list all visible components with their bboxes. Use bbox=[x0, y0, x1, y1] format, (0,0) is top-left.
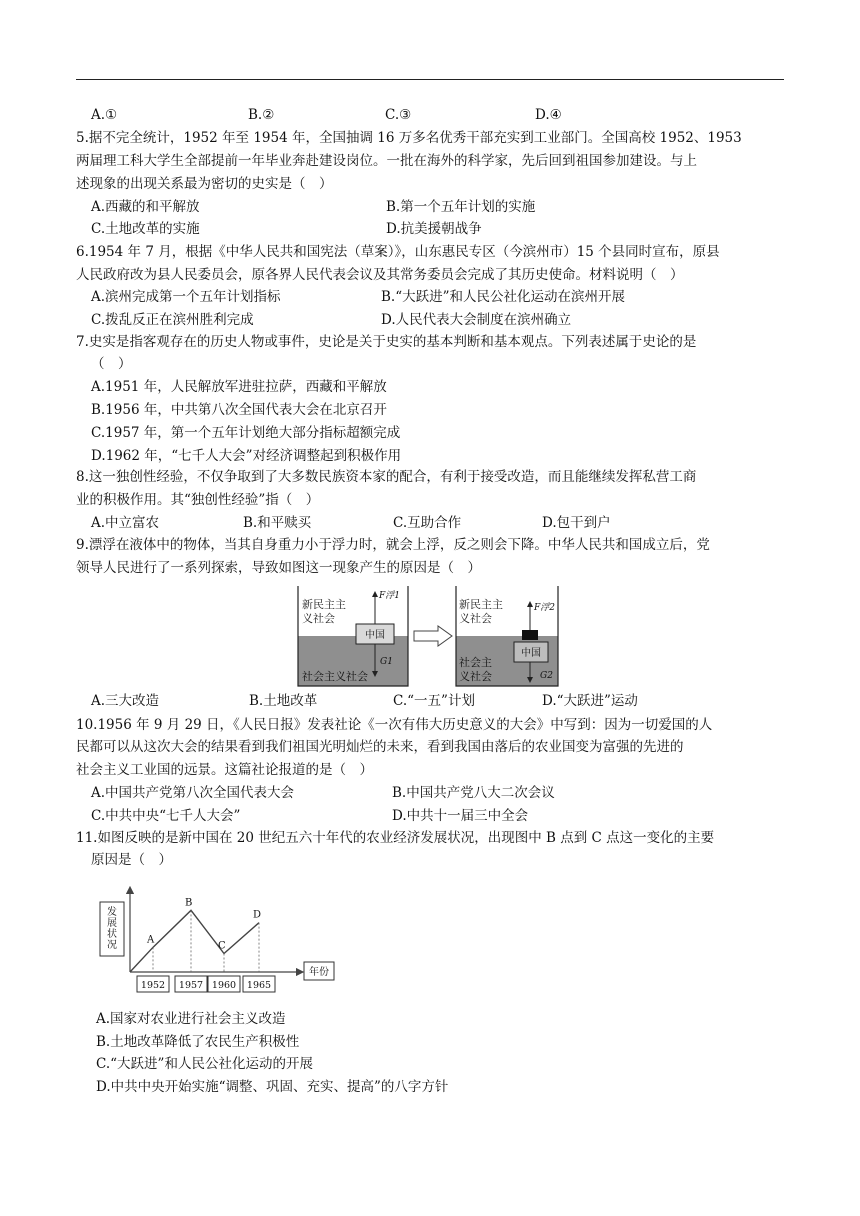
q8-stem-line-2: 业的积极作用。其“独创性经验”指（ ） bbox=[76, 492, 320, 508]
q8-option-c[interactable]: C.互助合作 bbox=[393, 515, 462, 531]
left-bottom-label: 社会主义社会 bbox=[302, 670, 368, 683]
q9-option-b[interactable]: B.土地改革 bbox=[249, 693, 318, 709]
left-container bbox=[298, 586, 408, 686]
left-top-label-2: 义社会 bbox=[302, 612, 335, 625]
q10-option-a[interactable]: A.中国共产党第八次全国代表大会 bbox=[91, 785, 295, 801]
header-rule bbox=[76, 79, 784, 80]
transition-arrow-icon bbox=[414, 626, 452, 646]
q5-option-a[interactable]: A.西藏的和平解放 bbox=[91, 199, 200, 215]
q11-option-b[interactable]: B.土地改革降低了农民生产积极性 bbox=[96, 1034, 300, 1050]
q6-option-c[interactable]: C.拨乱反正在滨州胜利完成 bbox=[91, 312, 254, 328]
left-top-label-1: 新民主主 bbox=[302, 598, 346, 611]
q6-stem-line-2: 人民政府改为县人民委员会，原各界人民代表会议及其常务委员会完成了其历史使命。材料说明（ ） bbox=[76, 267, 684, 283]
q6-option-b[interactable]: B.“大跃进”和人民公社化运动在滨州开展 bbox=[381, 289, 626, 305]
q10-stem-line-2: 民都可以从这次大会的结果看到我们祖国光明灿烂的未来，看到我国由落后的农业国变为富强的先进的 bbox=[76, 739, 684, 755]
q7-option-c[interactable]: C.1957 年，第一个五年计划绝大部分指标超额完成 bbox=[91, 425, 401, 441]
right-g-label: G2 bbox=[540, 671, 553, 681]
q9-stem-line-1: 9.漂浮在液体中的物体，当其自身重力小于浮力时，就会上浮，反之则会下降。中华人民共和国成立后，党 bbox=[76, 537, 710, 553]
q11-option-c[interactable]: C.“大跃进”和人民公社化运动的开展 bbox=[96, 1056, 313, 1072]
tick-label-1960: 1960 bbox=[211, 980, 237, 991]
q8-stem-line-1: 8.这一独创性经验，不仅争取到了大多数民族资本家的配合，有利于接受改造，而且能继续发挥私营工商 bbox=[76, 469, 697, 485]
left-f-label: F浮1 bbox=[379, 591, 400, 601]
q10-stem-line-1: 10.1956 年 9 月 29 日，《人民日报》发表社论《一次有伟大历史意义的大会》中写到：因为一切爱国的人 bbox=[76, 717, 713, 733]
q10-option-d[interactable]: D.中共十一届三中全会 bbox=[392, 808, 529, 824]
point-label-d: D bbox=[253, 909, 262, 921]
left-g-label: G1 bbox=[380, 657, 393, 667]
point-label-c: C bbox=[218, 940, 226, 952]
development-chart bbox=[96, 880, 336, 998]
q7-stem-line-2: （ ） bbox=[91, 356, 132, 372]
q7-option-b[interactable]: B.1956 年，中共第八次全国代表大会在北京召开 bbox=[91, 402, 387, 418]
right-top-label-2: 义社会 bbox=[459, 612, 492, 625]
tick-label-1965: 1965 bbox=[246, 980, 272, 991]
q9-option-a[interactable]: A.三大改造 bbox=[91, 693, 160, 709]
q4-option-a[interactable]: A.① bbox=[91, 107, 118, 123]
right-bottom-label-1: 社会主 bbox=[459, 656, 492, 669]
buoyancy-figure bbox=[296, 582, 562, 688]
y-axis-label: 发展状况 bbox=[107, 907, 117, 951]
q9-stem-line-2: 领导人民进行了一系列探索，导致如图这一现象产生的原因是（ ） bbox=[76, 560, 481, 576]
q5-option-b[interactable]: B.第一个五年计划的实施 bbox=[386, 199, 536, 215]
q4-option-c[interactable]: C.③ bbox=[385, 107, 412, 123]
q7-option-a[interactable]: A.1951 年，人民解放军进驻拉萨，西藏和平解放 bbox=[91, 379, 387, 395]
q5-option-c[interactable]: C.土地改革的实施 bbox=[91, 221, 200, 237]
q5-stem-line-2: 两届理工科大学生全部提前一年毕业奔赴建设岗位。一批在海外的科学家，先后回到祖国参加建设。与上 bbox=[76, 153, 697, 169]
q9-option-c[interactable]: C.“一五”计划 bbox=[393, 693, 475, 709]
right-f-label: F浮2 bbox=[534, 603, 555, 613]
q5-stem-line-3: 述现象的出现关系最为密切的史实是（ ） bbox=[76, 176, 333, 192]
q8-option-d[interactable]: D.包干到户 bbox=[542, 515, 611, 531]
q4-option-d[interactable]: D.④ bbox=[535, 107, 562, 123]
point-label-b: B bbox=[185, 897, 193, 909]
q9-option-d[interactable]: D.“大跃进”运动 bbox=[542, 693, 638, 709]
right-top-label-1: 新民主主 bbox=[459, 598, 503, 611]
q6-option-a[interactable]: A.滨州完成第一个五年计划指标 bbox=[91, 289, 281, 305]
point-label-a: A bbox=[147, 934, 155, 946]
q7-option-d[interactable]: D.1962 年，“七千人大会”对经济调整起到积极作用 bbox=[91, 448, 402, 464]
q10-option-c[interactable]: C.中共中央“七千人大会” bbox=[91, 808, 241, 824]
q11-option-d[interactable]: D.中共中央开始实施“调整、巩固、充实、提高”的八字方针 bbox=[96, 1079, 449, 1095]
q10-option-b[interactable]: B.中国共产党八大二次会议 bbox=[392, 785, 555, 801]
right-bottom-label-2: 义社会 bbox=[459, 670, 492, 683]
q5-option-d[interactable]: D.抗美援朝战争 bbox=[386, 221, 482, 237]
tick-label-1957: 1957 bbox=[178, 980, 204, 991]
q10-stem-line-3: 社会主义工业国的远景。这篇社论报道的是（ ） bbox=[76, 762, 373, 778]
right-box-label: 中国 bbox=[521, 648, 541, 659]
q11-stem-line-1: 11.如图反映的是新中国在 20 世纪五六十年代的农业经济发展状况，出现图中 B 点到 C 点这一变化的主要 bbox=[76, 830, 715, 846]
q8-option-b[interactable]: B.和平赎买 bbox=[243, 515, 312, 531]
q6-stem-line-1: 6.1954 年 7 月，根据《中华人民共和国宪法（草案）》，山东惠民专区（今滨州市）15 个县同时宣布，原县 bbox=[76, 244, 720, 260]
q6-option-d[interactable]: D.人民代表大会制度在滨州确立 bbox=[381, 312, 572, 328]
x-axis-label: 年份 bbox=[309, 967, 329, 978]
tick-label-1952: 1952 bbox=[140, 980, 166, 991]
q11-stem-line-2: 原因是（ ） bbox=[91, 852, 172, 868]
q4-option-b[interactable]: B.② bbox=[248, 107, 275, 123]
left-box-label: 中国 bbox=[365, 630, 385, 641]
q7-stem-line-1: 7.史实是指客观存在的历史人物或事件，史论是关于史实的基本判断和基本观点。下列表述属于史论的是 bbox=[76, 334, 697, 350]
right-container bbox=[456, 586, 558, 686]
q5-stem-line-1: 5.据不完全统计，1952 年至 1954 年，全国抽调 16 万多名优秀干部充实到工业部门。全国高校 1952、1953 bbox=[76, 130, 742, 146]
q8-option-a[interactable]: A.中立富农 bbox=[91, 515, 160, 531]
q11-option-a[interactable]: A.国家对农业进行社会主义改造 bbox=[96, 1011, 286, 1027]
